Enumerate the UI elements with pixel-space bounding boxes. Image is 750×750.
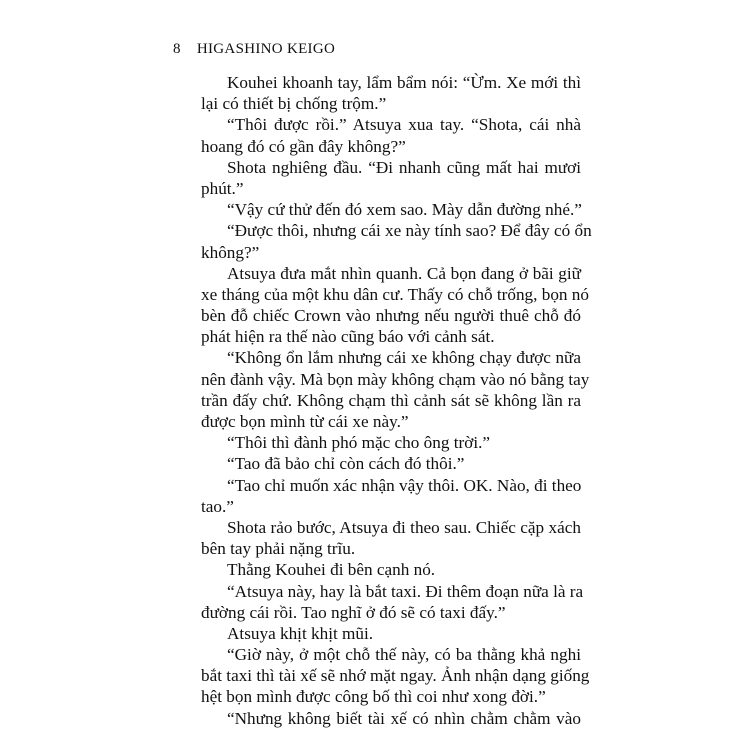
text-line: phát hiện ra thế nào cũng báo với cảnh sát. [201, 327, 495, 347]
text-line: hệt bọn mình được công bố thì coi như xong đời.” [201, 687, 546, 707]
text-line: Atsuya đưa mắt nhìn quanh. Cả bọn đang ở bãi giữ [227, 263, 581, 283]
text-line: “Nhưng không biết tài xế có nhìn chằm chằm vào [227, 708, 581, 728]
text-line: lại có thiết bị chống trộm.” [201, 94, 387, 114]
text-line: bèn đỗ chiếc Crown vào nhưng nếu người thuê chỗ đó [201, 306, 581, 326]
text-line: “Giờ này, ở một chỗ thế này, có ba thằng khả nghi [227, 645, 581, 665]
text-line: Shota rảo bước, Atsuya đi theo sau. Chiếc cặp xách [227, 517, 581, 537]
text-line: “Thôi thì đành phó mặc cho ông trời.” [227, 433, 491, 453]
author-name: HIGASHINO KEIGO [196, 41, 336, 57]
text-line: tao.” [201, 496, 234, 516]
text-line: trần đấy chứ. Không chạm thì cảnh sát sẽ không lần ra [201, 390, 581, 410]
text-line: “Thôi được rồi.” Atsuya xua tay. “Shota, cái nhà [227, 115, 581, 135]
text-line: Shota nghiêng đầu. “Đi nhanh cũng mất hai mươi [227, 157, 581, 177]
text-line: “Vậy cứ thử đến đó xem sao. Mày dẫn đường nhé.” [227, 200, 582, 220]
text-line: bắt taxi thì tài xế sẽ nhớ mặt ngay. Ảnh nhận dạng giống [201, 666, 590, 686]
text-line: “Tao chỉ muốn xác nhận vậy thôi. OK. Nào, đi theo [227, 475, 582, 495]
body-text [201, 72, 592, 729]
page-number: 8 [173, 41, 181, 57]
text-line: được bọn mình từ cái xe này.” [201, 412, 409, 431]
text-line: Atsuya khịt khịt mũi. [227, 623, 374, 643]
text-line: Thằng Kouhei đi bên cạnh nó. [227, 560, 436, 580]
text-line: “Tao đã bảo chỉ còn cách đó thôi.” [227, 454, 465, 474]
text-line: nên đành vậy. Mà bọn mày không chạm vào nó bằng tay [201, 369, 590, 389]
running-head [173, 41, 335, 58]
text-line: phút.” [201, 178, 244, 198]
text-line: “Được thôi, nhưng cái xe này tính sao? Để đây có ổn [227, 221, 592, 241]
text-line: bên tay phải nặng trĩu. [201, 539, 356, 559]
text-line: không?” [201, 242, 260, 262]
text-line: Kouhei khoanh tay, lẩm bẩm nói: “Ừm. Xe mới thì [227, 73, 581, 92]
text-line: “Không ổn lắm nhưng cái xe không chạy được nữa [227, 348, 581, 368]
text-line: hoang đó có gần đây không?” [201, 136, 406, 156]
text-line: đường cái rồi. Tao nghĩ ở đó sẽ có taxi đấy.” [201, 602, 506, 622]
text-line: xe tháng của một khu dân cư. Thấy có chỗ trống, bọn nó [201, 284, 589, 304]
text-line: “Atsuya này, hay là bắt taxi. Đi thêm đoạn nữa là ra [227, 581, 584, 601]
